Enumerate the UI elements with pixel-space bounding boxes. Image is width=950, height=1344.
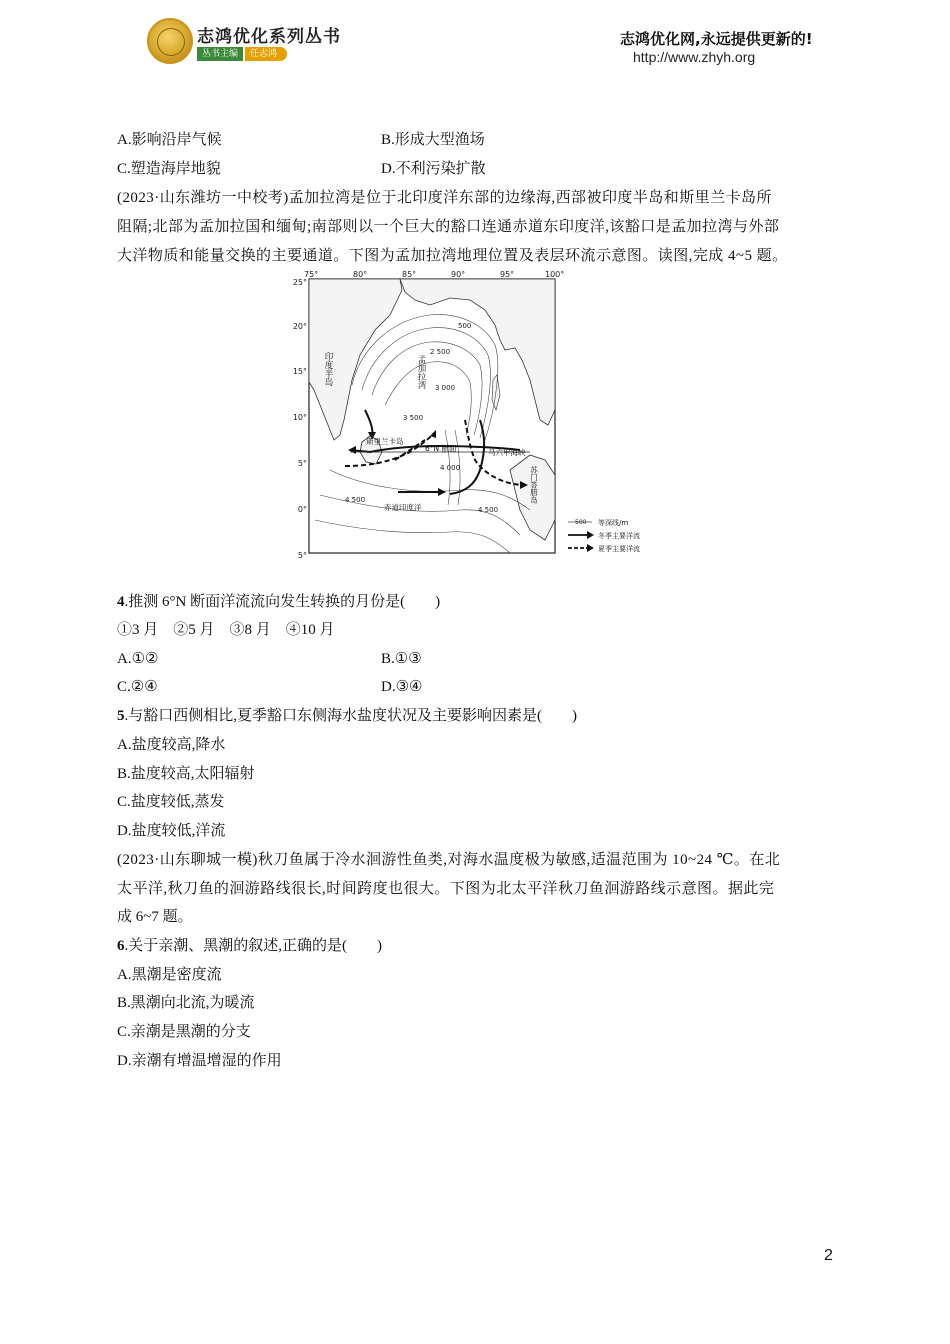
- q4-number: 4: [117, 594, 125, 610]
- q6-stem: [117, 936, 382, 956]
- label-sumatra: 苏门答腊岛: [529, 466, 539, 504]
- q3-option-b[interactable]: B.形成大型渔场: [381, 132, 485, 148]
- q5-option-d[interactable]: D.盐度较低,洋流: [117, 823, 226, 839]
- label-equator-ocean: 赤道印度洋: [384, 503, 422, 512]
- lon-tick-95: 95°: [500, 270, 515, 279]
- q3-option-d[interactable]: D.不利污染扩散: [381, 161, 486, 177]
- q4-option-a[interactable]: A.①②: [117, 651, 159, 667]
- label-strait: 马六甲海峡: [488, 448, 526, 457]
- editor-label: 丛书主编: [197, 47, 243, 61]
- q4-stem-text: .推测 6°N 断面洋流流向发生转换的月份是( ): [124, 594, 441, 610]
- q6-option-d[interactable]: D.亲潮有增温增湿的作用: [117, 1053, 282, 1069]
- q6-option-c[interactable]: C.亲潮是黑潮的分支: [117, 1024, 251, 1040]
- lat-tick-5s: 5°: [297, 551, 307, 560]
- passage1-line2: 阻隔;北部为孟加拉国和缅甸;南部则以一个巨大的豁口连通赤道东印度洋,该豁口是孟加拉湾与外部: [117, 219, 780, 235]
- series-title: 志鸿优化系列丛书: [197, 27, 341, 46]
- lon-tick-100: 100°: [545, 270, 565, 279]
- legend-contour-sample: 500: [575, 519, 587, 526]
- contour-label-3000: 3 000: [435, 384, 456, 392]
- q4-options-row1: [117, 649, 422, 669]
- q6-option-a[interactable]: A.黑潮是密度流: [117, 967, 222, 983]
- q4-options-row2: [117, 677, 423, 697]
- passage2-line3: 成 6~7 题。: [117, 909, 193, 925]
- q3-option-a[interactable]: A.影响沿岸气候: [117, 132, 222, 148]
- q5-option-b[interactable]: B.盐度较高,太阳辐射: [117, 766, 255, 782]
- contour-label-4000: 4 000: [440, 464, 461, 472]
- bay-of-bengal-map: [290, 270, 660, 562]
- contour-label-500: 500: [458, 322, 472, 330]
- q5-option-c[interactable]: C.盐度较低,蒸发: [117, 794, 225, 810]
- contour-label-3500: 3 500: [403, 414, 424, 422]
- q4-option-d[interactable]: D.③④: [381, 679, 423, 695]
- contour-label-4500b: 4 500: [478, 506, 499, 514]
- lat-tick-15: 15°: [292, 367, 307, 376]
- lon-tick-80: 80°: [353, 270, 368, 279]
- site-slogan: 志鸿优化网,永远提供更新的!: [620, 30, 813, 48]
- q5-stem-text: .与豁口西侧相比,夏季豁口东侧海水盐度状况及主要影响因素是( ): [124, 708, 577, 724]
- contour-label-4500a: 4 500: [345, 496, 366, 504]
- site-url[interactable]: http://www.zhyh.org: [633, 49, 756, 65]
- legend-summer: 夏季主要洋流: [598, 545, 640, 553]
- q5-option-a[interactable]: A.盐度较高,降水: [117, 737, 226, 753]
- book-series-logo: [147, 18, 193, 64]
- lat-tick-0: 0°: [297, 505, 307, 514]
- lat-tick-25: 25°: [292, 278, 307, 287]
- label-india: 印度半岛: [323, 352, 333, 386]
- map-legend: [568, 518, 640, 553]
- lon-tick-90: 90°: [451, 270, 466, 279]
- label-bay: 孟加拉湾: [416, 355, 426, 389]
- editor-tag: [197, 47, 287, 61]
- q5-number: 5: [117, 708, 125, 724]
- editor-name: 任志鸿: [245, 47, 287, 61]
- q4-option-c[interactable]: C.②④: [117, 679, 158, 695]
- passage2-line2: 太平洋,秋刀鱼的洄游路线很长,时间跨度也很大。下图为北太平洋秋刀鱼洄游路线示意图。据此完: [117, 881, 775, 897]
- q6-option-b[interactable]: B.黑潮向北流,为暖流: [117, 995, 255, 1011]
- page-number: 2: [824, 1247, 833, 1264]
- passage2-line1: (2023·山东聊城一模)秋刀鱼属于冷水洄游性鱼类,对海水温度极为敏感,适温范围为 10~24 ℃。在北: [117, 852, 781, 868]
- q3-options-row2: [117, 159, 486, 179]
- lon-tick-75: 75°: [304, 270, 319, 279]
- q4-stem: [117, 592, 440, 612]
- q6-number: 6: [117, 938, 125, 954]
- q3-option-c[interactable]: C.塑造海岸地貌: [117, 161, 221, 177]
- lon-tick-85: 85°: [402, 270, 417, 279]
- q6-stem-text: .关于亲潮、黑潮的叙述,正确的是( ): [124, 938, 382, 954]
- q4-option-b[interactable]: B.①③: [381, 651, 422, 667]
- legend-winter: 冬季主要洋流: [598, 532, 640, 540]
- q5-stem: [117, 706, 577, 726]
- passage1-line3: 大洋物质和能量交换的主要通道。下图为孟加拉湾地理位置及表层环流示意图。读图,完成 4~5 题。: [117, 248, 788, 264]
- page-header: [0, 0, 950, 90]
- legend-contour: 等深线/m: [598, 519, 629, 527]
- label-section: 6°N 断面: [425, 444, 457, 453]
- q4-choices: ①3 月 ②5 月 ③8 月 ④10 月: [117, 622, 335, 638]
- lat-tick-20: 20°: [292, 322, 307, 331]
- q3-options-row1: [117, 130, 485, 150]
- label-srilanka: 斯里兰卡岛: [366, 437, 404, 446]
- lat-tick-5n: 5°: [297, 459, 307, 468]
- contour-label-2500: 2 500: [430, 348, 451, 356]
- passage1-line1: (2023·山东潍坊一中校考)孟加拉湾是位于北印度洋东部的边缘海,西部被印度半岛和斯里兰卡岛所: [117, 190, 772, 206]
- lat-tick-10: 10°: [292, 413, 307, 422]
